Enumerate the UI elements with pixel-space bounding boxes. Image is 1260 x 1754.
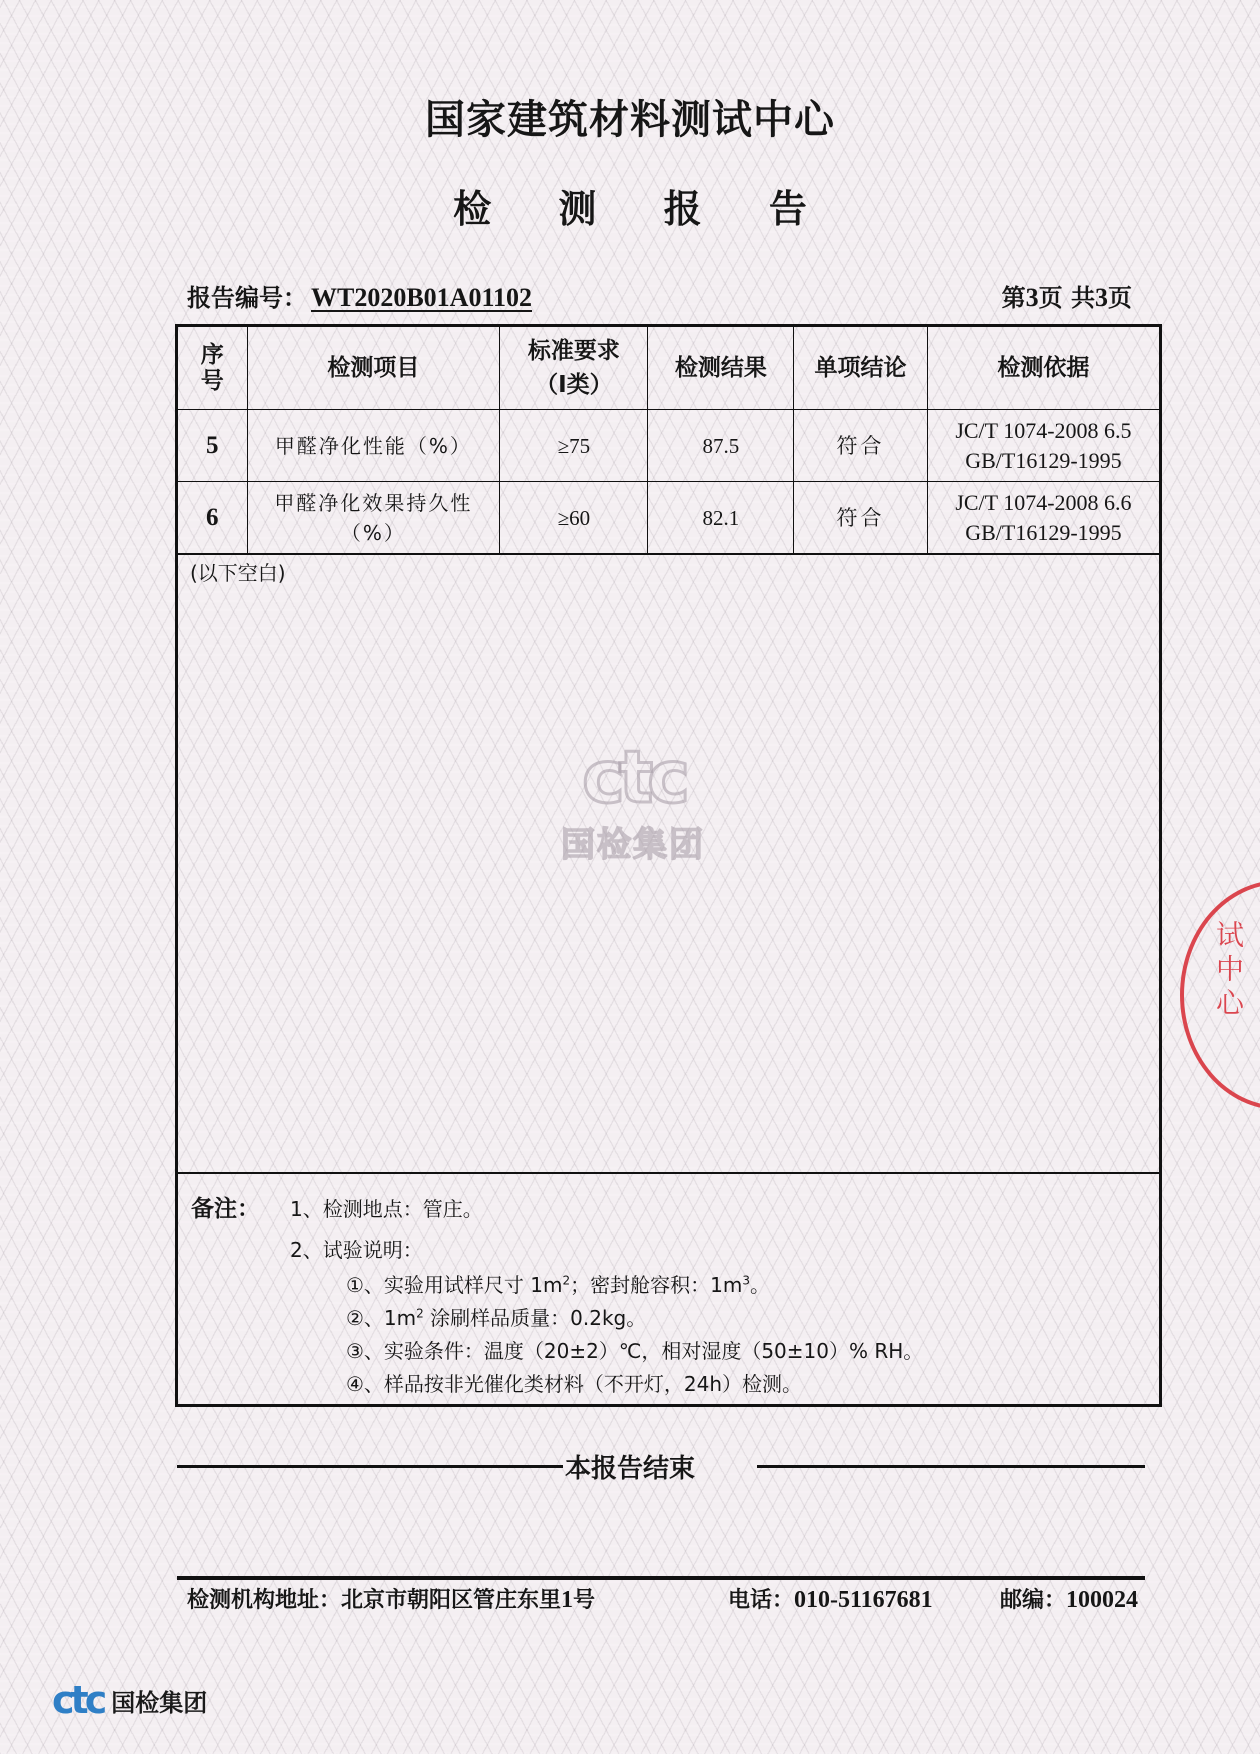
end-of-report-marker: 本报告结束 <box>564 1454 695 1484</box>
page-current: 3 <box>1025 283 1039 312</box>
remark-2-sub-3: ③、实验条件：温度（20±2）℃，相对湿度（50±10）% RH。 <box>346 1339 924 1363</box>
report-frame <box>175 324 1162 1407</box>
cell-seq: 6 <box>178 482 247 555</box>
remark-2: 2、试验说明： <box>290 1238 423 1262</box>
cell-requirement: ≥60 <box>500 482 648 555</box>
cell-basis: JC/T 1074-2008 6.6 GB/T16129-1995 <box>927 482 1159 555</box>
cell-requirement: ≥75 <box>500 410 648 482</box>
cell-basis: JC/T 1074-2008 6.5 GB/T16129-1995 <box>927 410 1159 482</box>
footer-address: 检测机构地址：北京市朝阳区管庄东里1号 <box>187 1587 596 1613</box>
col-header-basis: 检测依据 <box>927 327 1159 410</box>
cell-result: 82.1 <box>648 482 794 555</box>
col-header-seq: 序 号 <box>178 327 247 410</box>
col-header-requirement: 标准要求 （Ⅰ类） <box>500 327 648 410</box>
cell-conclusion: 符合 <box>794 482 928 555</box>
cell-item: 甲醛净化效果持久性 （%） <box>247 482 500 555</box>
remark-2-sub-1: ①、实验用试样尺寸 $1m^2$；密封舱容积：$1m^3$。 <box>346 1273 770 1297</box>
footer-postcode: 邮编：100024 <box>1000 1587 1139 1613</box>
watermark-text: 国检集团 <box>561 825 705 865</box>
cell-item: 甲醛净化性能（%） <box>247 410 500 482</box>
seal-text: 试中心 <box>1212 920 1245 1022</box>
cell-result: 87.5 <box>648 410 794 482</box>
report-number-value: WT2020B01A01102 <box>311 283 533 312</box>
ctc-logo-icon: ctc <box>52 1678 104 1722</box>
cell-seq: 5 <box>178 410 247 482</box>
remark-1: 1、检测地点：管庄。 <box>290 1197 483 1221</box>
page-mid: 页 共 <box>1038 284 1095 312</box>
brand-mark <box>52 1680 207 1720</box>
col-header-result: 检测结果 <box>648 327 794 410</box>
table-row <box>178 410 1159 482</box>
footer-phone: 电话：010-51167681 <box>728 1587 933 1613</box>
report-number <box>187 278 532 313</box>
remark-2-sub-2: ②、$1m^2$ 涂刷样品质量：0.2kg。 <box>346 1306 647 1330</box>
col-header-item: 检测项目 <box>247 327 500 410</box>
end-rule-right <box>757 1465 1145 1468</box>
col-header-conclusion: 单项结论 <box>794 327 928 410</box>
brand-name: 国检集团 <box>111 1688 208 1717</box>
blank-below-note: (以下空白) <box>190 561 286 585</box>
cell-conclusion: 符合 <box>794 410 928 482</box>
page-total: 3 <box>1095 283 1108 312</box>
page-suffix: 页 <box>1108 284 1132 312</box>
results-table <box>178 327 1159 555</box>
page-prefix: 第 <box>1001 284 1026 312</box>
footer-rule <box>177 1576 1145 1580</box>
document-title: 检 测 报 告 <box>453 187 825 231</box>
watermark <box>533 737 733 866</box>
organization-title: 国家建筑材料测试中心 <box>425 97 835 143</box>
remarks-divider <box>178 1172 1159 1174</box>
watermark-logo-icon: ctc <box>582 735 684 819</box>
table-header-row <box>178 327 1159 410</box>
remark-2-sub-4: ④、样品按非光催化类材料（不开灯，24h）检测。 <box>346 1372 803 1396</box>
page-indicator <box>1002 278 1132 313</box>
table-row <box>178 482 1159 555</box>
remarks-label: 备注： <box>191 1196 260 1222</box>
report-number-label: 报告编号： <box>187 284 307 312</box>
